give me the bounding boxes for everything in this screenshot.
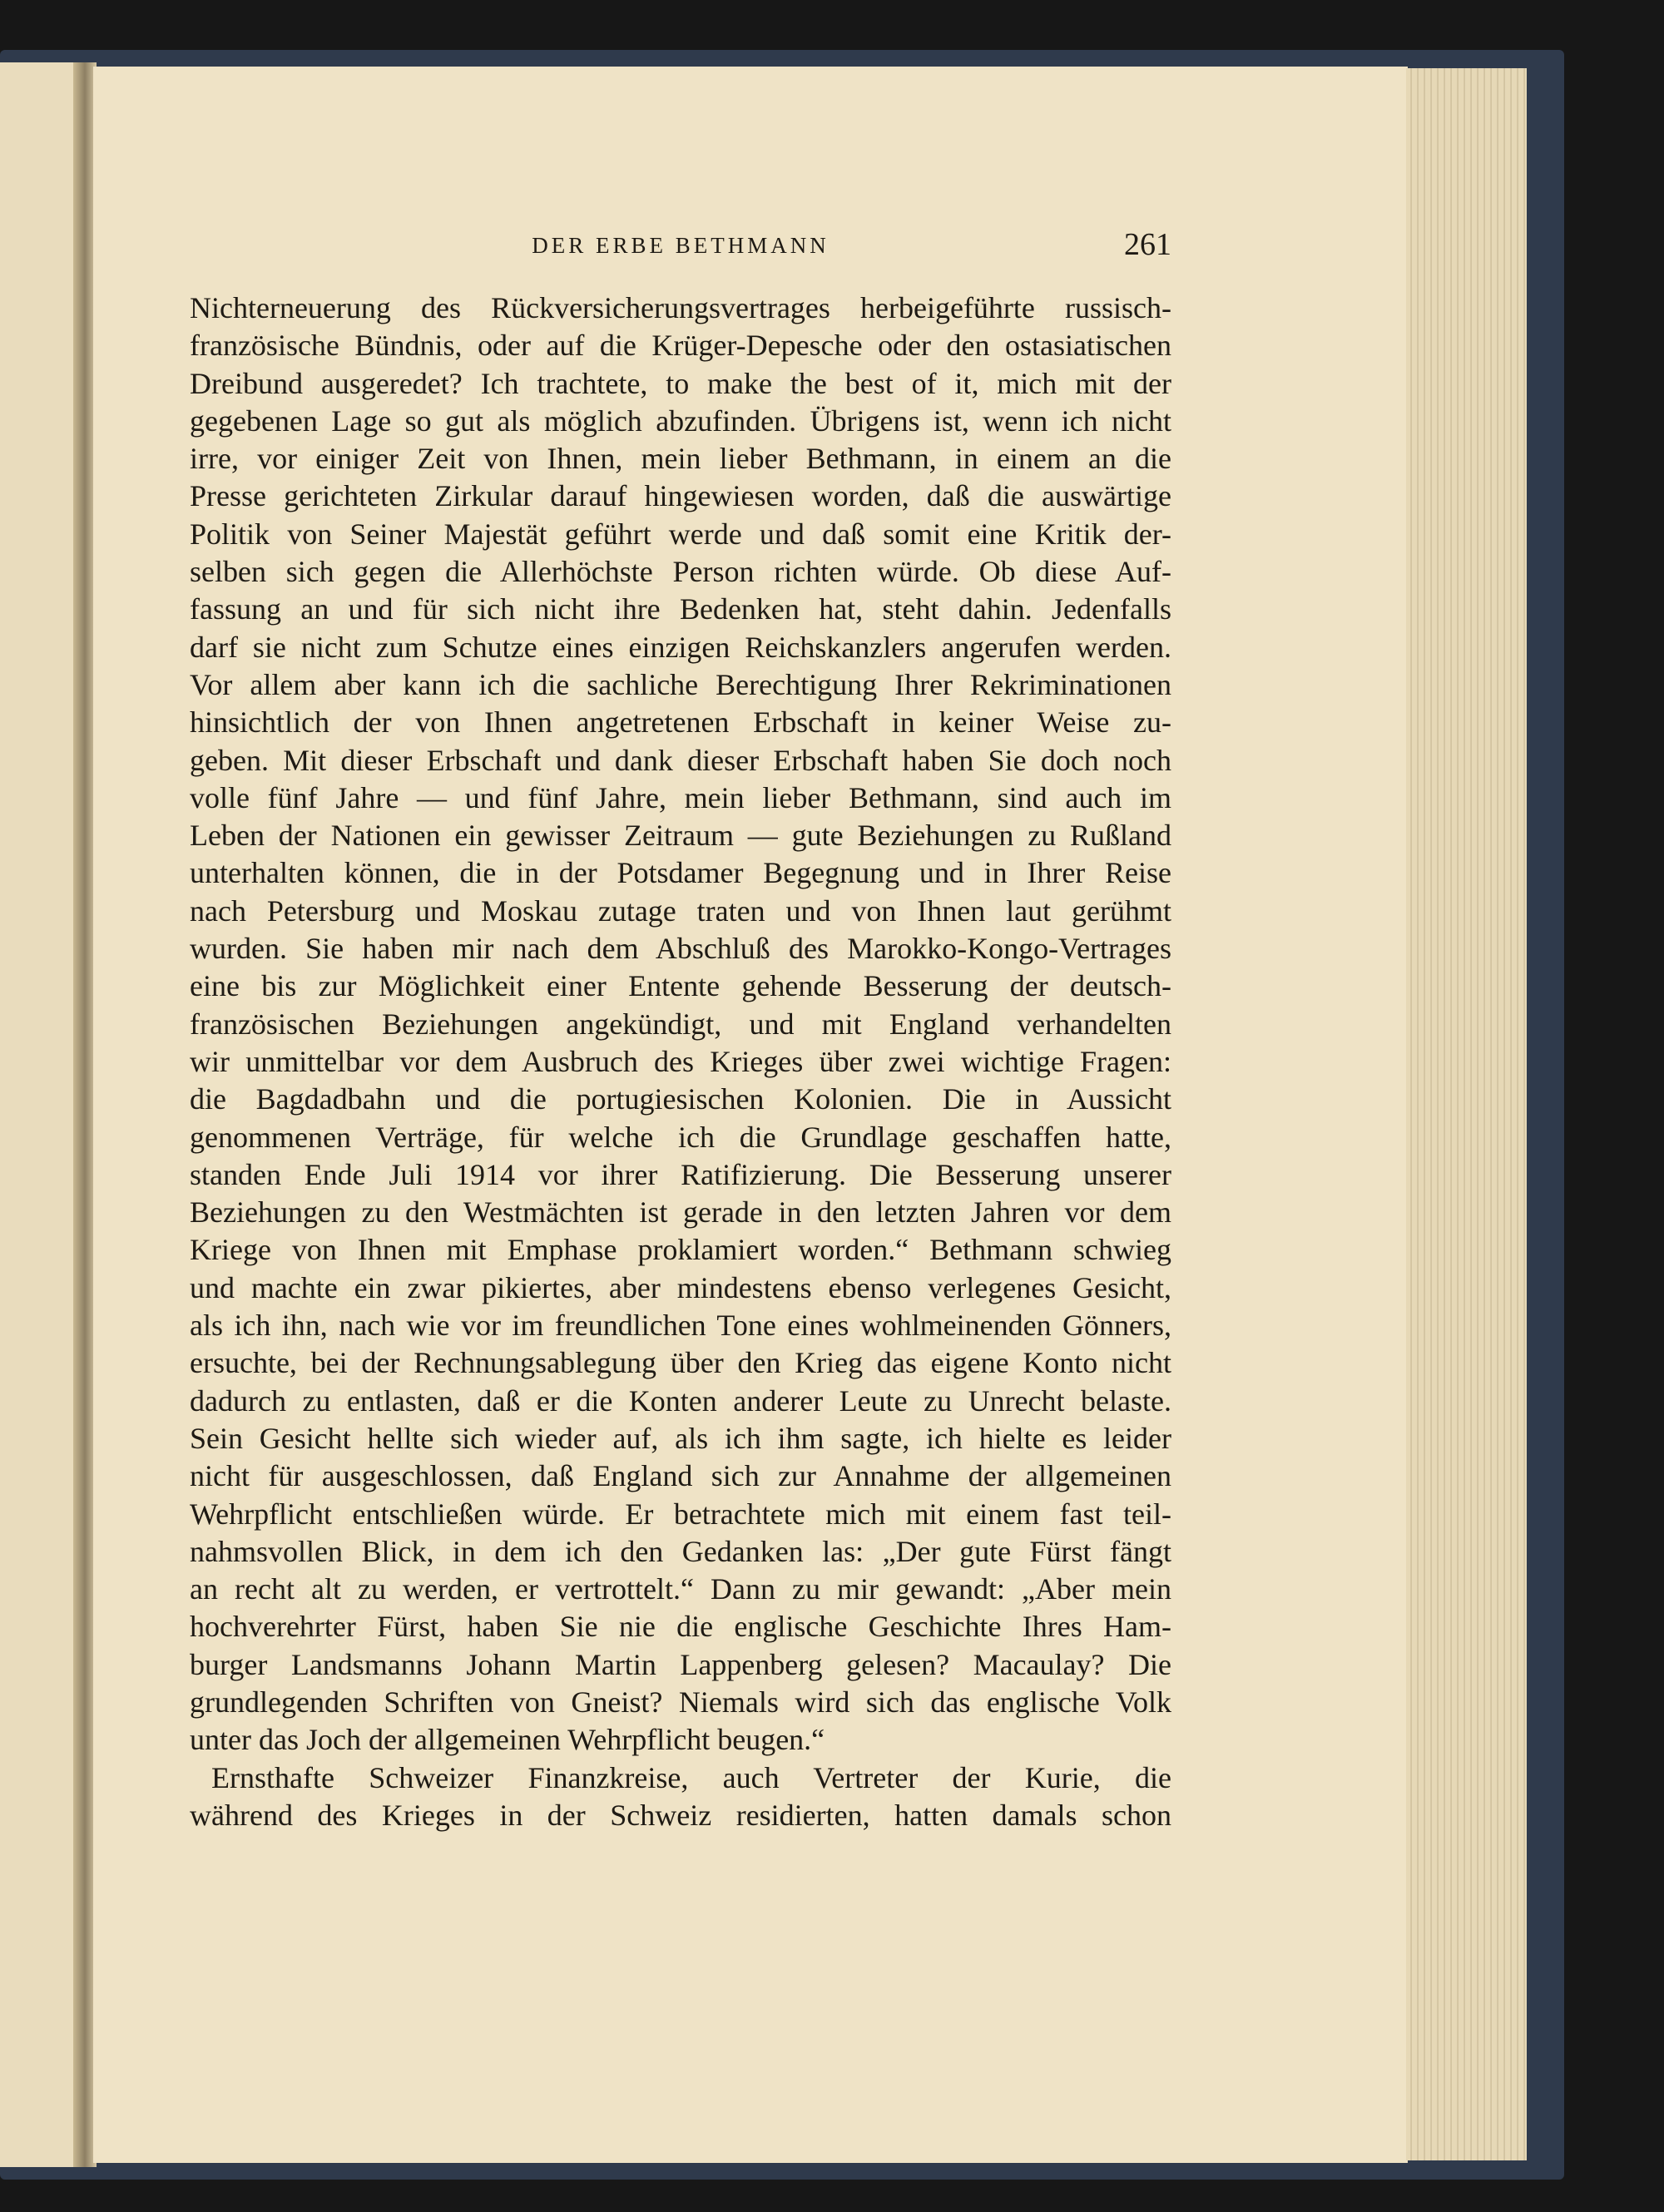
- text-line: an recht alt zu werden, er vertrottelt.“ Dann zu mir gewandt: „Aber mein: [190, 1572, 1171, 1606]
- text-line: wir unmittelbar vor dem Ausbruch des Krieges über zwei wichtige Fragen:: [190, 1044, 1171, 1078]
- text-line: volle fünf Jahre — und fünf Jahre, mein lieber Bethmann, sind auch im: [190, 780, 1171, 814]
- text-line: Kriege von Ihnen mit Emphase proklamiert worden.“ Bethmann schwieg: [190, 1233, 1171, 1267]
- text-line: Nichterneuerung des Rückversicherungsvertrages herbeigeführte russisch-: [190, 291, 1171, 324]
- text-line: während des Krieges in der Schweiz residierten, hatten damals schon: [190, 1798, 1171, 1832]
- text-line: Sein Gesicht hellte sich wieder auf, als ich ihm sagte, ich hielte es leider: [190, 1421, 1171, 1455]
- text-line: burger Landsmanns Johann Martin Lappenberg gelesen? Macaulay? Die: [190, 1647, 1171, 1681]
- text-line: nicht für ausgeschlossen, daß England sich zur Annahme der allgemeinen: [190, 1459, 1171, 1493]
- text-line: Ernsthafte Schweizer Finanzkreise, auch Vertreter der Kurie, die: [211, 1760, 1171, 1794]
- text-line: Presse gerichteten Zirkular darauf hingewiesen worden, daß die auswärtige: [190, 479, 1171, 513]
- text-line: französische Bündnis, oder auf die Krüger-Depesche oder den ostasiatischen: [190, 329, 1171, 363]
- text-line: selben sich gegen die Allerhöchste Person richten würde. Ob diese Auf-: [190, 555, 1171, 589]
- text-line: als ich ihn, nach wie vor im freundlichen Tone eines wohlmeinenden Gönners,: [190, 1309, 1171, 1343]
- text-line: eine bis zur Möglichkeit einer Entente gehende Besserung der deutsch-: [190, 969, 1171, 1003]
- text-line: standen Ende Juli 1914 vor ihrer Ratifizierung. Die Besserung unserer: [190, 1157, 1171, 1191]
- text-line: wurden. Sie haben mir nach dem Abschluß des Marokko-Kongo-Vertrages: [190, 932, 1171, 966]
- text-line: grundlegenden Schriften von Gneist? Niemals wird sich das englische Volk: [190, 1685, 1171, 1719]
- text-line: nach Petersburg und Moskau zutage traten und von Ihnen laut gerühmt: [190, 893, 1171, 928]
- running-head: [190, 227, 1171, 283]
- text-line: gegebenen Lage so gut als möglich abzufinden. Übrigens ist, wenn ich nicht: [190, 403, 1171, 438]
- running-head-title: DER ERBE BETHMANN: [532, 233, 830, 258]
- body-text: [190, 289, 1171, 1834]
- text-line: unterhalten können, die in der Potsdamer Begegnung und in Ihrer Reise: [190, 856, 1171, 890]
- text-line: genommenen Verträge, für welche ich die Grundlage geschaffen hatte,: [190, 1120, 1171, 1154]
- page-edges: [1406, 68, 1527, 2160]
- text-line: fassung an und für sich nicht ihre Bedenken hat, steht dahin. Jedenfalls: [190, 592, 1171, 626]
- text-line: Politik von Seiner Majestät geführt werde und daß somit eine Kritik der-: [190, 517, 1171, 551]
- text-line: nahmsvollen Blick, in dem ich den Gedanken las: „Der gute Fürst fängt: [190, 1534, 1171, 1568]
- text-line: hochverehrter Fürst, haben Sie nie die englische Geschichte Ihres Ham-: [190, 1610, 1171, 1644]
- text-line: unter das Joch der allgemeinen Wehrpflicht beugen.“: [190, 1723, 825, 1757]
- text-line: geben. Mit dieser Erbschaft und dank dieser Erbschaft haben Sie doch noch: [190, 743, 1171, 777]
- text-line: französischen Beziehungen angekündigt, und mit England verhandelten: [190, 1007, 1171, 1041]
- text-line: Leben der Nationen ein gewisser Zeitraum — gute Beziehungen zu Rußland: [190, 819, 1171, 853]
- text-line: und machte ein zwar pikiertes, aber mindestens ebenso verlegenes Gesicht,: [190, 1270, 1171, 1304]
- text-line: Wehrpflicht entschließen würde. Er betrachtete mich mit einem fast teil-: [190, 1497, 1171, 1531]
- page-body: [190, 227, 1171, 1834]
- text-line: hinsichtlich der von Ihnen angetretenen Erbschaft in keiner Weise zu-: [190, 705, 1171, 740]
- text-line: darf sie nicht zum Schutze eines einzigen Reichskanzlers angerufen werden.: [190, 630, 1171, 664]
- text-line: Beziehungen zu den Westmächten ist gerade in den letzten Jahren vor dem: [190, 1195, 1171, 1230]
- page-number: 261: [1124, 227, 1171, 262]
- text-line: irre, vor einiger Zeit von Ihnen, mein lieber Bethmann, in einem an die: [190, 442, 1171, 476]
- text-line: ersuchte, bei der Rechnungsablegung über den Krieg das eigene Konto nicht: [190, 1346, 1171, 1380]
- text-line: Dreibund ausgeredet? Ich trachtete, to make the best of it, mich mit der: [190, 366, 1171, 400]
- text-line: die Bagdadbahn und die portugiesischen Kolonien. Die in Aussicht: [190, 1082, 1171, 1116]
- text-line: dadurch zu entlasten, daß er die Konten anderer Leute zu Unrecht belaste.: [190, 1383, 1171, 1418]
- text-line: Vor allem aber kann ich die sachliche Berechtigung Ihrer Rekriminationen: [190, 667, 1171, 701]
- left-page-edge: [0, 62, 79, 2167]
